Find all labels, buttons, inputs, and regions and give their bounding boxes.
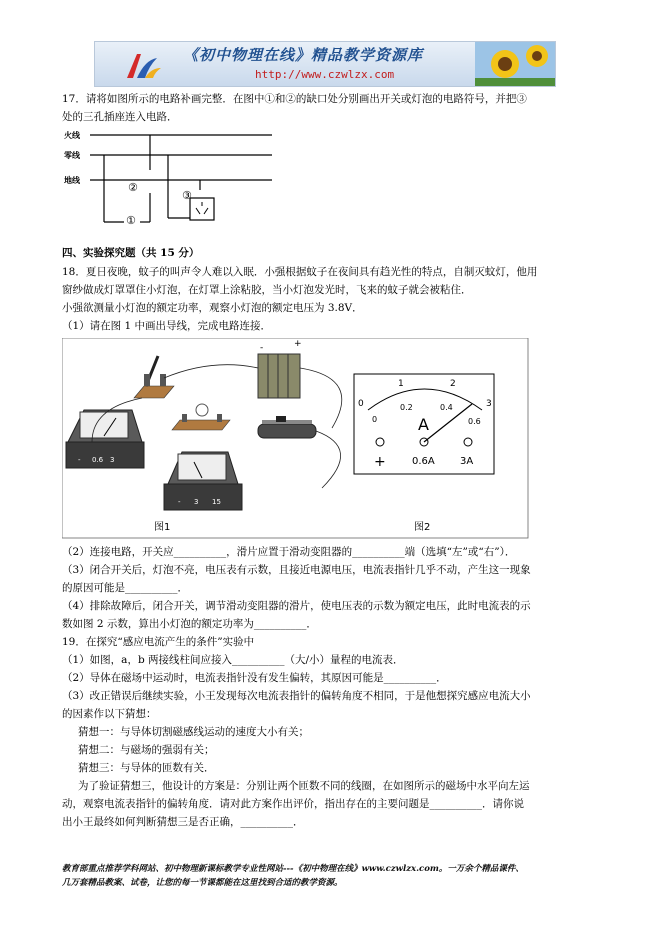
- footer-line2: 几万套精品教案、试卷，让您的每一节课都能在这里找到合适的教学资源。: [62, 878, 343, 888]
- voltmeter-device: [164, 452, 242, 510]
- q18-part3a: （3）闭合开关后，灯泡不亮，电压表有示数，且接近电源电压，电流表指针几乎不动，产生这一现象: [62, 564, 531, 576]
- q19-guess1: 猜想一：与导体切割磁感线运动的速度大小有关；: [78, 726, 309, 738]
- fig1-caption: 图1: [154, 522, 171, 533]
- ammeter-unit: A: [418, 415, 429, 434]
- terminal-3a: 3A: [460, 456, 474, 467]
- q19-guess2: 猜想二：与磁场的强弱有关；: [78, 744, 215, 756]
- voltmeter-term-minus: -: [178, 498, 181, 506]
- q19-part3b: 的因素作以下猜想：: [62, 708, 157, 720]
- scale-bottom-02: 0.2: [400, 403, 413, 412]
- q18-figures: [62, 338, 532, 540]
- q19-part2: （2）导体在磁场中运动时，电流表指针没有发生偏转，其原因可能是__________．: [62, 672, 447, 684]
- ammeter-dial: [354, 374, 494, 474]
- q18-line3: 小强欲测量小灯泡的额定功率，观察小灯泡的额定电压为 3.8V．: [62, 302, 363, 314]
- q18-part4a: （4）排除故障后，闭合开关，调节滑动变阻器的滑片，使电压表的示数为额定电压，此时电流表的示: [62, 600, 531, 612]
- knife-switch: [134, 356, 174, 398]
- scale-top-3: 3: [486, 399, 492, 409]
- q18-part1: （1）请在图 1 中画出导线，完成电路连接．: [62, 320, 272, 332]
- ammeter-term-3: 3: [110, 456, 115, 464]
- q19-part4a: 为了验证猜想三，他设计的方案是：分别让两个匝数不同的线圈，在如图所示的磁场中水平向左运: [78, 780, 530, 792]
- bulb-board: [172, 404, 230, 430]
- gap-mark-2: ②: [128, 181, 138, 194]
- three-pin-socket: [190, 198, 214, 220]
- q19-part4c: 出小王最终如何判断猜想三是否正确，__________．: [62, 816, 304, 828]
- section4-heading: 四、实验探究题（共 15 分）: [62, 247, 200, 259]
- wire-neutral-label: 零线: [64, 151, 80, 160]
- q18-line1: 18．夏日夜晚，蚊子的叫声令人难以入眠．小强根据蚊子在夜间具有趋光性的特点，自制灭蚊灯，他用: [62, 266, 538, 278]
- q18-part2: （2）连接电路，开关应__________，滑片应置于滑动变阻器的__________端（选填“左”或“右”）．: [62, 546, 516, 558]
- ammeter-device: [66, 410, 144, 468]
- battery-minus: -: [260, 343, 264, 353]
- terminal-06a: 0.6A: [412, 456, 435, 467]
- q19-part4b: 动，观察电流表指针的偏转角度．请对此方案作出评价，指出存在的主要问题是__________．请你说: [62, 798, 524, 810]
- scale-bottom-06: 0.6: [468, 417, 481, 426]
- fig2-caption: 图2: [414, 522, 431, 533]
- q18-part3b: 的原因可能是__________．: [62, 582, 188, 594]
- q18-line2: 窗纱做成灯罩罩住小灯泡，在灯罩上涂粘胶，当小灯泡发光时，飞来的蚊子就会被粘住．: [62, 284, 472, 296]
- page-footer: [62, 862, 607, 890]
- rheostat: [258, 416, 316, 438]
- q19-part3a: （3）改正错误后继续实验，小王发现每次电流表指针的偏转角度不相同，于是他想探究感应电流大小: [62, 690, 531, 702]
- scale-top-0: 0: [358, 399, 364, 409]
- gap-mark-1: ①: [126, 214, 136, 227]
- voltmeter-term-3: 3: [194, 498, 199, 506]
- terminal-plus: +: [374, 454, 386, 470]
- ammeter-term-minus: -: [78, 456, 81, 464]
- wire-ground-label: 地线: [64, 176, 80, 185]
- q19-part1: （1）如图，a，b 两接线柱间应接入__________（大/小）量程的电流表．: [62, 654, 404, 666]
- banner-title: 《初中物理在线》精品教学资源库: [183, 46, 424, 64]
- battery-plus: +: [294, 339, 302, 349]
- scale-top-1: 1: [398, 379, 404, 389]
- wire-live-label: 火线: [64, 131, 80, 140]
- q19-guess3: 猜想三：与导体的匝数有关．: [78, 762, 215, 774]
- scale-bottom-0: 0: [372, 415, 378, 424]
- sunflower-icon: [475, 42, 555, 86]
- banner-url: http://www.czwlzx.com: [255, 68, 395, 81]
- q17-line1: 17．请将如图所示的电路补画完整．在图中①和②的缺口处分别画出开关或灯泡的电路符号，并把③: [62, 93, 527, 105]
- footer-line1: 教育部重点推荐学科网站、初中物理新课标教学专业性网站---《初中物理在线》www.czwlzx.com。一万余个精品课件、: [62, 864, 524, 874]
- voltmeter-term-15: 15: [212, 498, 221, 506]
- q17-line2: 处的三孔插座连入电路．: [62, 111, 178, 123]
- scale-bottom-04: 0.4: [440, 403, 453, 412]
- q19-title: 19．在探究“感应电流产生的条件”实验中: [62, 636, 255, 648]
- gap-mark-3: ③: [182, 189, 192, 202]
- scale-top-2: 2: [450, 379, 456, 389]
- header-banner: [94, 41, 556, 87]
- logo-icon: [123, 46, 163, 82]
- q17-circuit-diagram: [62, 128, 277, 228]
- ammeter-term-06: 0.6: [92, 456, 104, 464]
- battery-pack: [258, 339, 302, 398]
- q18-part4b: 数如图 2 示数，算出小灯泡的额定功率为__________．: [62, 618, 317, 630]
